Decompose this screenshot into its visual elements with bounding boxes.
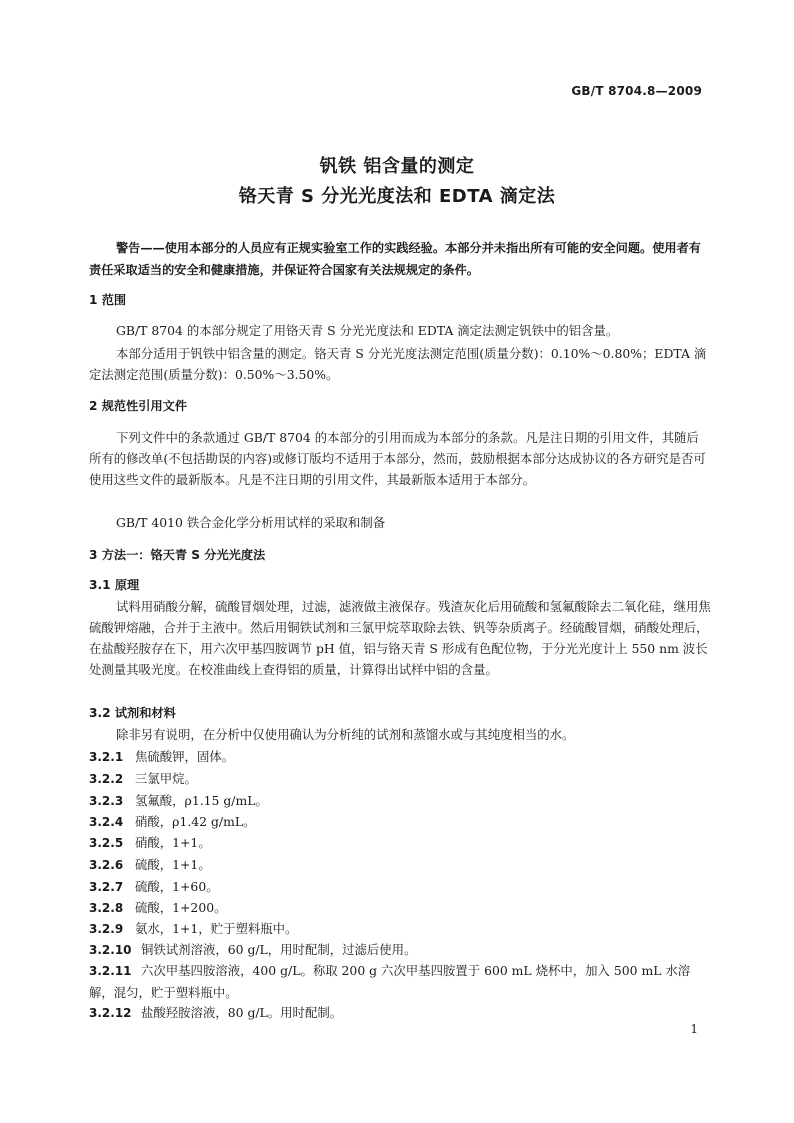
section-2-reference: GB/T 4010 铁合金化学分析用试样的采取和制备 — [116, 515, 386, 530]
section-1-para-1: GB/T 8704 的本部分规定了用铬天青 S 分光光度法和 EDTA 滴定法测定钒铁中的铝含量。 — [116, 323, 619, 338]
item-text: 硫酸，1+200。 — [135, 900, 227, 915]
list-item — [89, 768, 711, 790]
section-3-heading: 3 方法一：铬天青 S 分光光度法 — [89, 548, 266, 562]
title-line-1: 钒铁 铝含量的测定 — [319, 156, 475, 177]
standard-number: GB/T 8704.8—2009 — [571, 84, 702, 98]
section-1-para-2: 本部分适用于钒铁中铝含量的测定。铬天青 S 分光光度法测定范围(质量分数)：0.10%～0.80%；EDTA 滴定法测定范围(质量分数)：0.50%～3.50%。 — [89, 346, 707, 382]
list-item — [89, 918, 711, 940]
section-2-heading: 2 规范性引用文件 — [89, 399, 188, 413]
list-item — [89, 1002, 711, 1024]
item-text: 焦硫酸钾，固体。 — [135, 749, 235, 764]
item-text: 盐酸羟胺溶液，80 g/L。用时配制。 — [141, 1005, 343, 1020]
item-number: 3.2.10 — [89, 943, 132, 957]
item-number: 3.2.9 — [89, 922, 124, 936]
section-3-1-text: 试料用硝酸分解，硫酸冒烟处理，过滤，滤液做主液保存。残渣灰化后用硫酸和氢氟酸除去二氧化硅，继用焦硫酸钾熔融，合并于主液中。然后用铜铁试剂和三氯甲烷萃取除去铁、钒等杂质离子。经硫酸冒烟，硝酸处理后，在盐酸羟胺存在下，用六次甲基四胺调节 pH 值，铝与铬天青 S 形成有色配位物，于分光光度计上 550 nm 波长处测量其吸光度。在校准曲线上查得铝的质量，计算得出试样中铝的含量。 — [89, 599, 711, 677]
list-item — [89, 790, 711, 812]
item-number: 3.2.11 — [89, 964, 132, 978]
item-number: 3.2.12 — [89, 1006, 132, 1020]
item-text: 氨水，1+1，贮于塑料瓶中。 — [135, 921, 298, 936]
item-number: 3.2.4 — [89, 815, 124, 829]
item-number: 3.2.5 — [89, 836, 124, 850]
item-number: 3.2.3 — [89, 794, 124, 808]
list-item — [89, 876, 711, 898]
item-text: 铜铁试剂溶液，60 g/L，用时配制，过滤后使用。 — [141, 942, 417, 957]
section-1-heading: 1 范围 — [89, 293, 127, 307]
section-3-1-heading: 3.1 原理 — [89, 578, 140, 592]
page-number: 1 — [690, 1022, 698, 1036]
item-text: 硝酸，1+1。 — [135, 835, 211, 850]
list-item — [89, 939, 711, 961]
section-2-para-1: 下列文件中的条款通过 GB/T 8704 的本部分的引用而成为本部分的条款。凡是注日期的引用文件，其随后所有的修改单(不包括勘误的内容)或修订版均不适用于本部分，然而，鼓励根据本部分达成协议的各方研究是否可使用这些文件的最新版本。凡是不注日期的引用文件，其最新版本适用于本部分。 — [89, 430, 706, 487]
item-text: 氢氟酸，ρ1.15 g/mL。 — [135, 793, 268, 808]
section-3-2-intro: 除非另有说明，在分析中仅使用确认为分析纯的试剂和蒸馏水或与其纯度相当的水。 — [116, 727, 575, 742]
item-number: 3.2.1 — [89, 750, 124, 764]
item-text: 硫酸，1+60。 — [135, 879, 219, 894]
item-number: 3.2.8 — [89, 901, 124, 915]
item-text: 三氯甲烷。 — [135, 771, 197, 786]
title-line-2: 铬天青 S 分光光度法和 EDTA 滴定法 — [238, 186, 556, 207]
list-item — [89, 832, 711, 854]
list-item — [89, 854, 711, 876]
section-3-2-heading: 3.2 试剂和材料 — [89, 706, 176, 720]
warning-paragraph: 警告——使用本部分的人员应有正规实验室工作的实践经验。本部分并未指出所有可能的安全问题。使用者有责任采取适当的安全和健康措施，并保证符合国家有关法规规定的条件。 — [89, 241, 701, 277]
item-text: 六次甲基四胺溶液，400 g/L。称取 200 g 六次甲基四胺置于 600 mL 烧杯中，加入 500 mL 水溶解，混匀，贮于塑料瓶中。 — [89, 963, 691, 1000]
item-text: 硝酸，ρ1.42 g/mL。 — [135, 814, 256, 829]
list-item — [89, 746, 711, 768]
list-item — [89, 811, 711, 833]
list-item — [89, 960, 711, 1003]
list-item — [89, 897, 711, 919]
item-number: 3.2.6 — [89, 858, 124, 872]
item-number: 3.2.2 — [89, 772, 124, 786]
item-number: 3.2.7 — [89, 880, 124, 894]
item-text: 硫酸，1+1。 — [135, 857, 211, 872]
